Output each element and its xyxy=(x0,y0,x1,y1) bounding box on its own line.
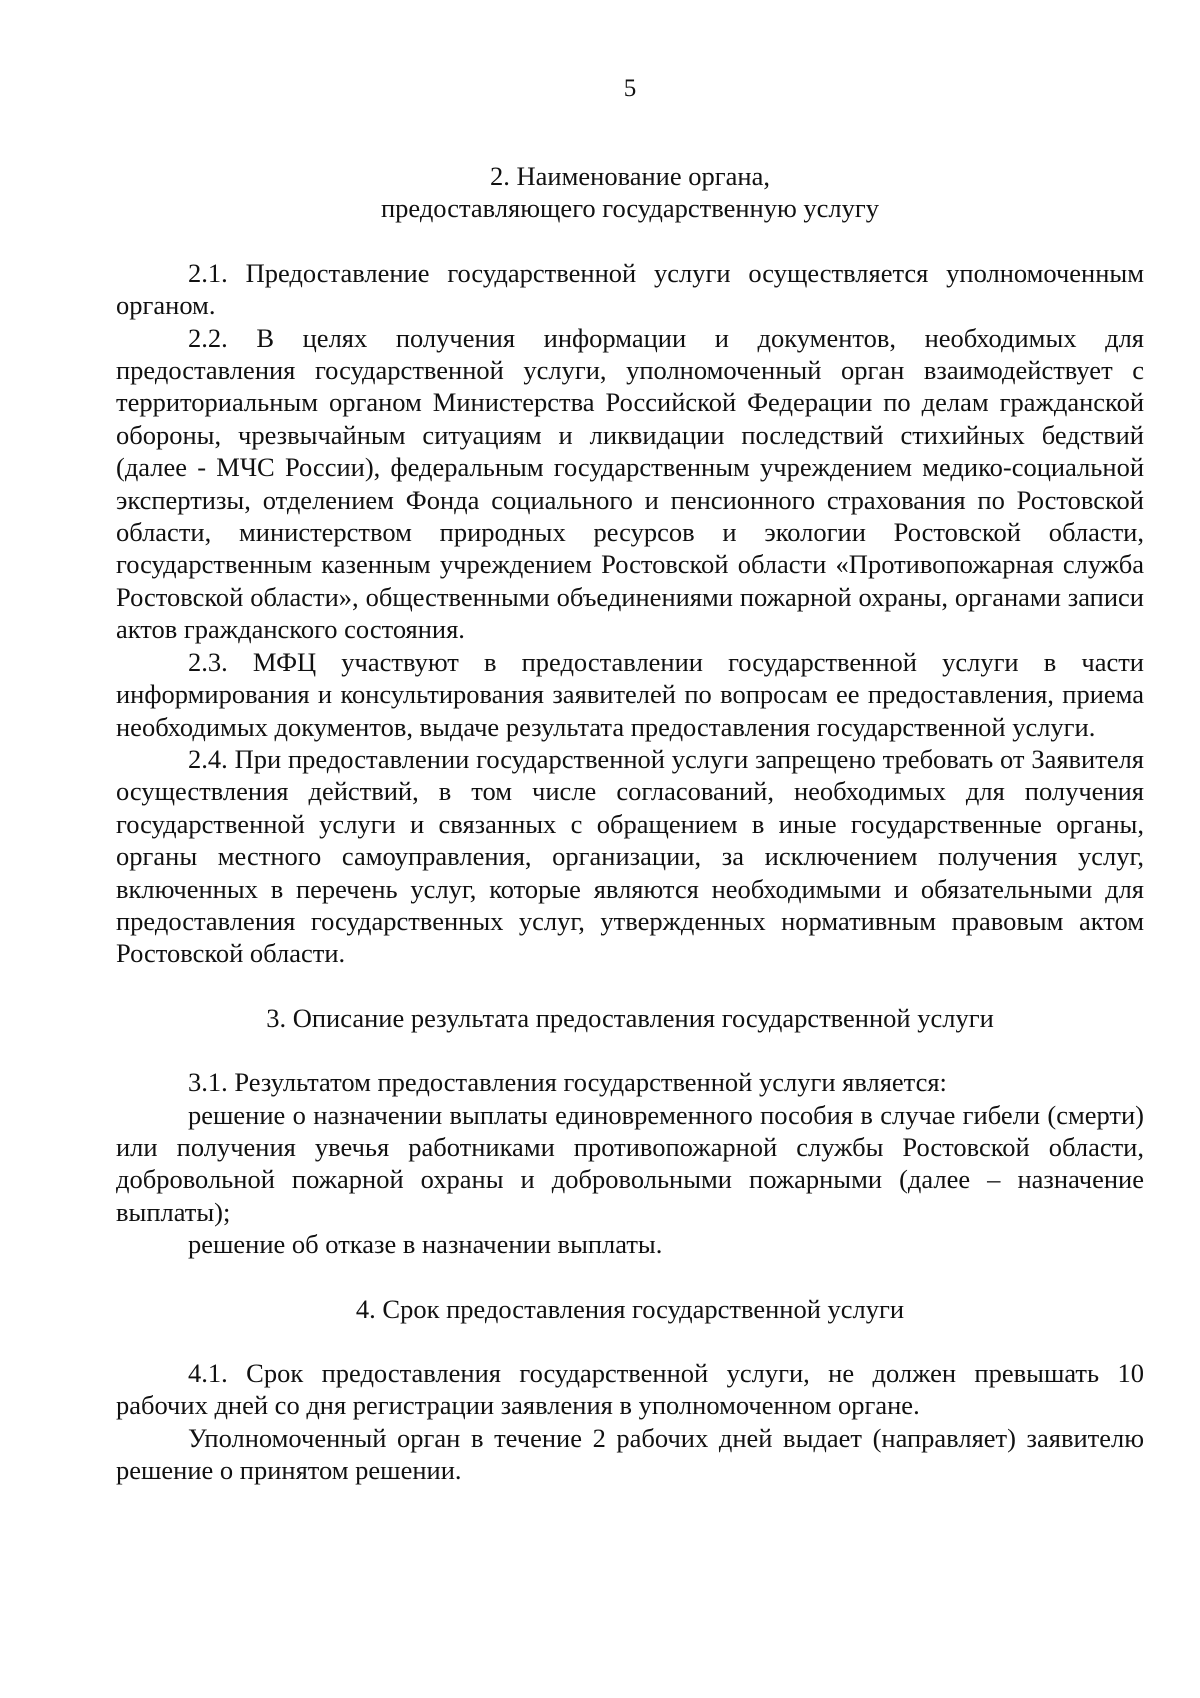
section-2-heading xyxy=(116,160,1144,225)
document-body xyxy=(116,160,1144,1487)
paragraph-2-2: 2.2. В целях получения информации и документов, необходимых для предоставления государственной услуги, уполномоченный орган взаимодействует с территориальным органом Министерства Российской Федерации по делам гражданской обороны, чрезвычайным ситуациям и ликвидации последствий стихийных бедствий (далее - МЧС России), федеральным государственным учреждением медико-социальной экспертизы, отделением Фонда социального и пенсионного страхования по Ростовской области, министерством природных ресурсов и экологии Ростовской области, государственным казенным учреждением Ростовской области «Противопожарная служба Ростовской области», общественными объединениями пожарной охраны, органами записи актов гражданского состояния. xyxy=(116,322,1144,645)
page-number: 5 xyxy=(623,75,637,102)
section-2-title-line-1: 2. Наименование органа, xyxy=(490,161,770,191)
paragraph-2-1: 2.1. Предоставление государственной услуги осуществляется уполномоченным органом. xyxy=(116,257,1144,321)
paragraph-4-1-continued: Уполномоченный орган в течение 2 рабочих дней выдает (направляет) заявителю решение о принятом решении. xyxy=(116,1422,1144,1486)
paragraph-2-4: 2.4. При предоставлении государственной услуги запрещено требовать от Заявителя осуществления действий, в том числе согласований, необходимых для получения государственной услуги и связанных с обращением в иные государственные органы, органы местного самоуправления, организации, за исключением получения услуг, включенных в перечень услуг, которые являются необходимыми и обязательными для предоставления государственных услуг, утвержденных нормативным правовым актом Ростовской области. xyxy=(116,743,1144,969)
paragraph-3-1-item-1: решение о назначении выплаты единовременного пособия в случае гибели (смерти) или получения увечья работниками противопожарной службы Ростовской области, добровольной пожарной охраны и добровольными пожарными (далее – назначение выплаты); xyxy=(116,1099,1144,1227)
section-3-heading: 3. Описание результата предоставления государственной услуги xyxy=(266,1002,994,1033)
section-2-title-line-2: предоставляющего государственную услугу xyxy=(380,193,879,224)
section-4-heading: 4. Срок предоставления государственной услуги xyxy=(355,1293,905,1324)
paragraph-4-1: 4.1. Срок предоставления государственной услуги, не должен превышать 10 рабочих дней со дня регистрации заявления в уполномоченном органе. xyxy=(116,1358,1144,1421)
paragraph-3-1-item-2: решение об отказе в назначении выплаты. xyxy=(188,1229,663,1260)
paragraph-3-1: 3.1. Результатом предоставления государственной услуги является: xyxy=(188,1067,947,1098)
paragraph-2-3: 2.3. МФЦ участвуют в предоставлении государственной услуги в части информирования и консультирования заявителей по вопросам ее предоставления, приема необходимых документов, выдаче результата предоставления государственной услуги. xyxy=(116,646,1144,742)
